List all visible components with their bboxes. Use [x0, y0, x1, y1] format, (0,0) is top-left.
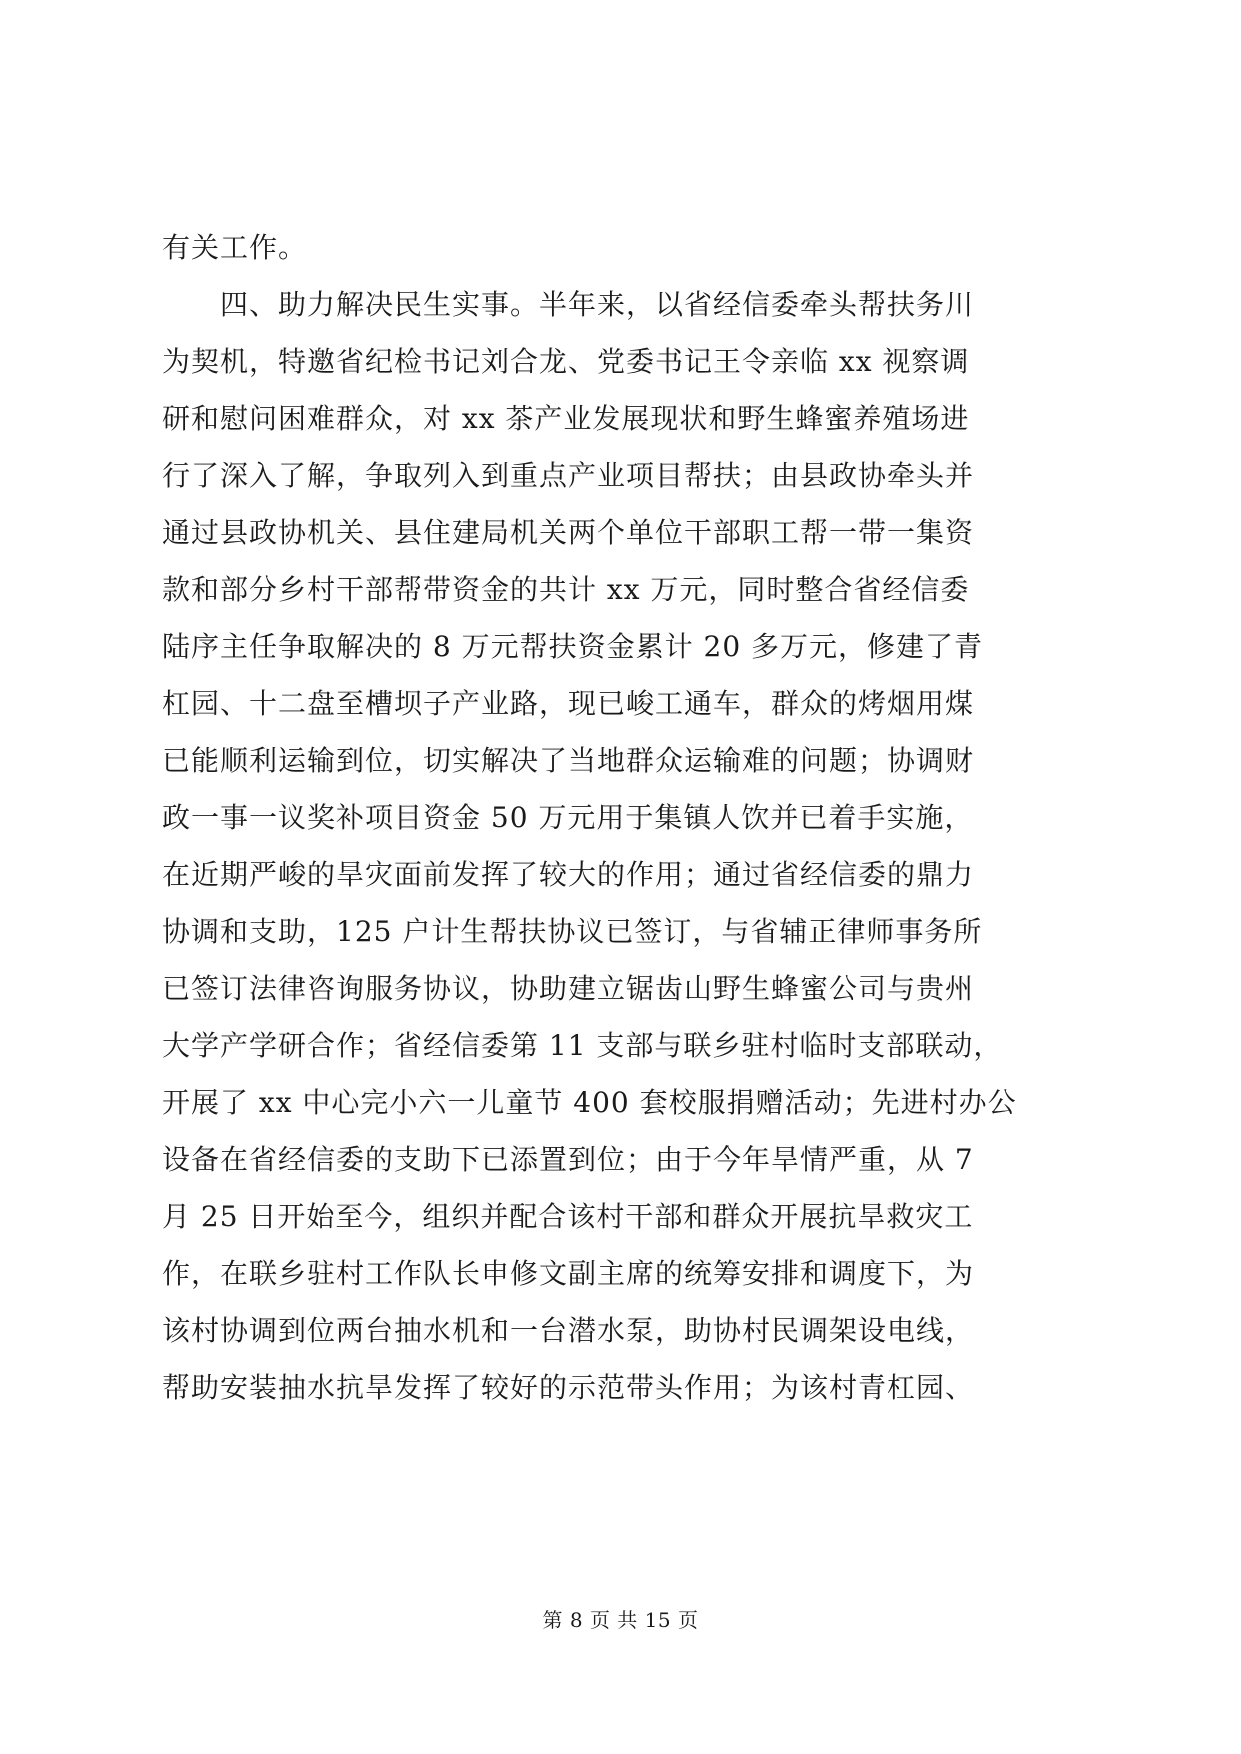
paragraph-line: 已能顺利运输到位，切实解决了当地群众运输难的问题；协调财 — [162, 744, 975, 777]
paragraph-line: 设备在省经信委的支助下已添置到位；由于今年旱情严重，从 7 — [162, 1143, 974, 1176]
paragraph-line: 政一事一议奖补项目资金 50 万元用于集镇人饮并已着手实施， — [162, 801, 974, 834]
page-number-footer: 第 8 页 共 15 页 — [542, 1608, 699, 1632]
paragraph-line: 四、助力解决民生实事。半年来，以省经信委牵头帮扶务川 — [220, 288, 975, 321]
paragraph-line: 行了深入了解，争取列入到重点产业项目帮扶；由县政协牵头并 — [162, 459, 975, 492]
paragraph-line: 研和慰问困难群众，对 xx 茶产业发展现状和野生蜂蜜养殖场进 — [162, 402, 970, 435]
paragraph-line: 杠园、十二盘至槽坝子产业路，现已峻工通车，群众的烤烟用煤 — [162, 687, 975, 720]
paragraph-line: 有关工作。 — [162, 231, 308, 264]
paragraph-line: 通过县政协机关、县住建局机关两个单位干部职工帮一带一集资 — [162, 516, 975, 549]
paragraph-line: 协调和支助，125 户计生帮扶协议已签订，与省辅正律师事务所 — [162, 915, 983, 948]
paragraph-line: 大学产学研合作；省经信委第 11 支部与联乡驻村临时支部联动， — [162, 1029, 1003, 1062]
paragraph-line: 款和部分乡村干部帮带资金的共计 xx 万元，同时整合省经信委 — [162, 573, 970, 606]
paragraph-line: 已签订法律咨询服务协议，协助建立锯齿山野生蜂蜜公司与贵州 — [162, 972, 975, 1005]
paragraph-line: 作，在联乡驻村工作队长申修文副主席的统筹安排和调度下，为 — [162, 1257, 975, 1290]
paragraph-line: 月 25 日开始至今，组织并配合该村干部和群众开展抗旱救灾工 — [162, 1200, 974, 1233]
paragraph-line: 该村协调到位两台抽水机和一台潜水泵，助协村民调架设电线， — [162, 1314, 975, 1347]
paragraph-line: 为契机，特邀省纪检书记刘合龙、党委书记王令亲临 xx 视察调 — [162, 345, 970, 378]
paragraph-line: 陆序主任争取解决的 8 万元帮扶资金累计 20 多万元，修建了青 — [162, 630, 984, 663]
paragraph-line: 开展了 xx 中心完小六一儿童节 400 套校服捐赠活动；先进村办公 — [162, 1086, 1017, 1119]
paragraph-line: 帮助安装抽水抗旱发挥了较好的示范带头作用；为该村青杠园、 — [162, 1371, 975, 1404]
paragraph-line: 在近期严峻的旱灾面前发挥了较大的作用；通过省经信委的鼎力 — [162, 858, 975, 891]
